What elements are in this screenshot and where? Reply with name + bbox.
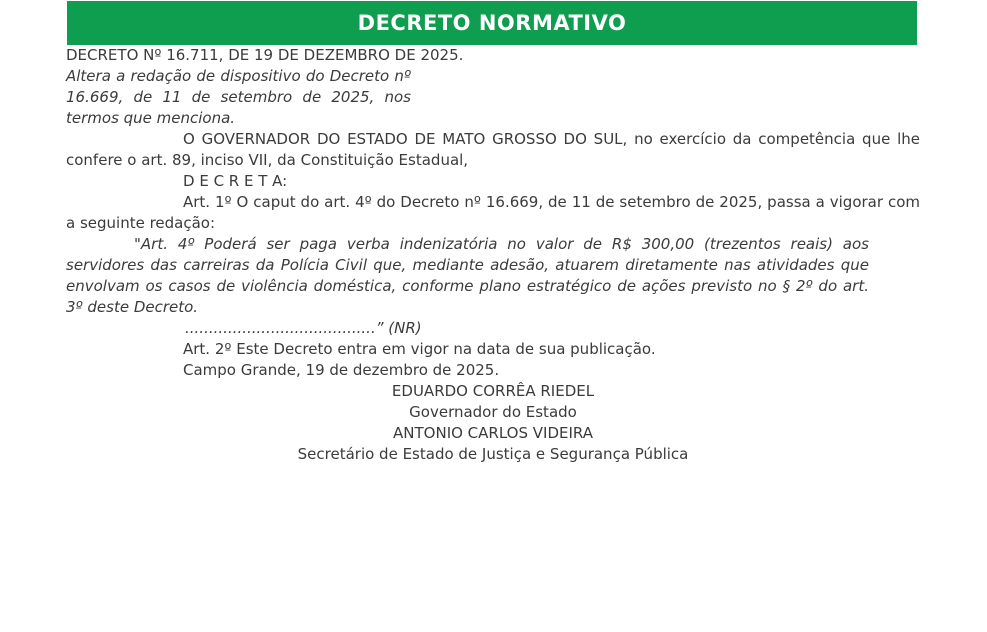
document-type-title: DECRETO NORMATIVO	[357, 11, 627, 35]
decree-document-body	[66, 45, 920, 465]
decreta-heading: D E C R E T A:	[183, 172, 288, 190]
signature-name-governor: EDUARDO CORRÊA RIEDEL	[391, 382, 595, 400]
place-date-line: Campo Grande, 19 de dezembro de 2025.	[183, 361, 500, 379]
signature-name-secretary: ANTONIO CARLOS VIDEIRA	[393, 424, 593, 442]
quoted-article-4-paragraph: "Art. 4º Poderá ser paga verba indenizatória no valor de R$ 300,00 (trezentos reais) aos servidores das carreiras da Polícia Civil que, mediante adesão, atuarem diretamente nas atividades que envolvam os casos de violência doméstica, conforme plano estratégico de ações previsto no § 2º do art. 3º deste Decreto.	[66, 235, 869, 316]
article-2-paragraph: Art. 2º Este Decreto entra em vigor na data de sua publicação.	[183, 340, 656, 358]
signature-role-governor: Governador do Estado	[409, 403, 577, 421]
decree-number-line: DECRETO Nº 16.711, DE 19 DE DEZEMBRO DE 2025.	[66, 46, 464, 64]
header-banner	[67, 1, 917, 45]
preamble-paragraph: O GOVERNADOR DO ESTADO DE MATO GROSSO DO SUL, no exercício da competência que lhe confere o art. 89, inciso VII, da Constituição Estadual,	[66, 130, 920, 169]
ementa-text: Altera a redação de dispositivo do Decreto nº 16.669, de 11 de setembro de 2025, nos termos que menciona.	[66, 67, 411, 127]
article-1-paragraph: Art. 1º O caput do art. 4º do Decreto nº 16.669, de 11 de setembro de 2025, passa a vigorar com a seguinte redação:	[66, 193, 920, 232]
signature-role-secretary: Secretário de Estado de Justiça e Segurança Pública	[297, 445, 689, 463]
ellipsis-nr-line: ........................................” (NR)	[185, 319, 422, 337]
